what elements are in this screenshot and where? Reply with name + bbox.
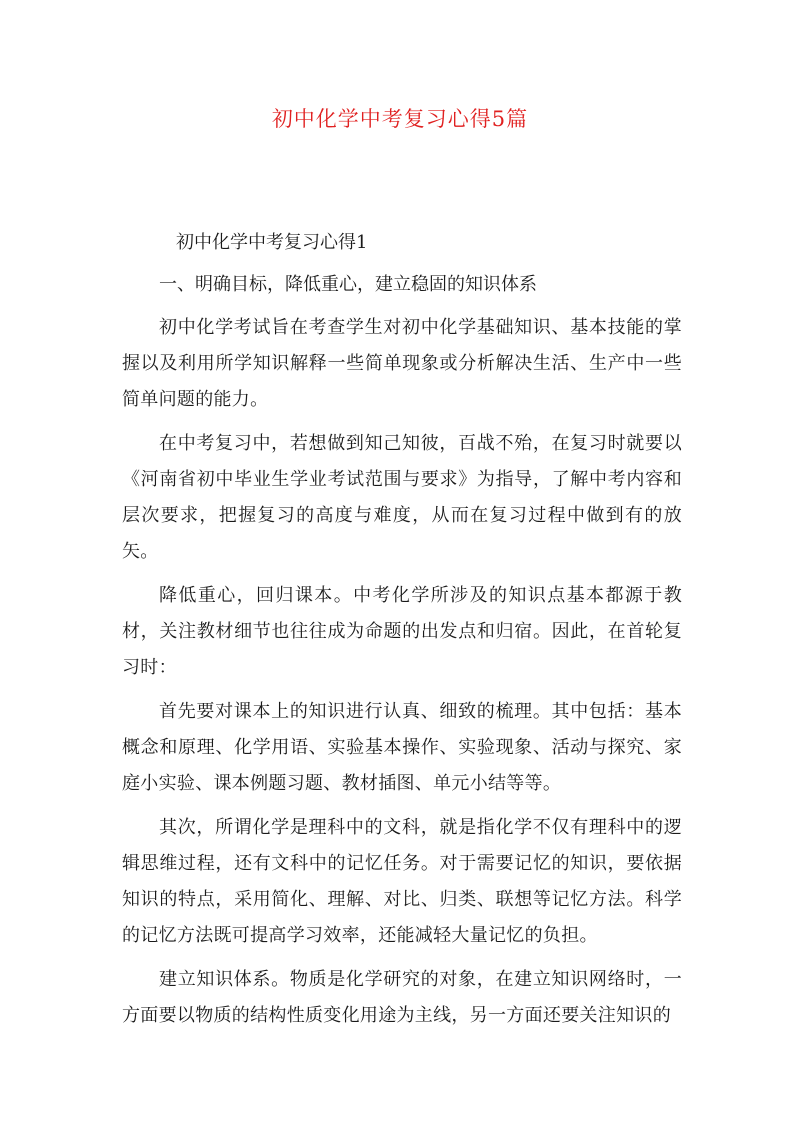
- paragraph: 其次，所谓化学是理科中的文科，就是指化学不仅有理科中的逻辑思维过程，还有文科中的记忆任务。对于需要记忆的知识，要依据知识的特点，采用简化、理解、对比、归类、联想等记忆方法。科学的记忆方法既可提高学习效率，还能减轻大量记忆的负担。: [122, 817, 682, 946]
- paragraph: 在中考复习中，若想做到知己知彼，百战不殆，在复习时就要以《河南省初中毕业生学业考试范围与要求》为指导，了解中考内容和层次要求，把握复习的高度与难度，从而在复习过程中做到有的放矢。: [122, 433, 682, 562]
- document-title: 初中化学中考复习心得5篇: [271, 107, 529, 131]
- paragraph: 降低重心，回归课本。中考化学所涉及的知识点基本都源于教材，关注教材细节也往往成为命题的出发点和归宿。因此，在首轮复习时：: [122, 585, 682, 678]
- paragraph: 初中化学考试旨在考查学生对初中化学基础知识、基本技能的掌握以及利用所学知识解释一些简单现象或分析解决生活、生产中一些简单问题的能力。: [122, 317, 682, 410]
- article-subtitle: 初中化学中考复习心得1: [176, 232, 368, 253]
- paragraph: 建立知识体系。物质是化学研究的对象，在建立知识网络时，一方面要以物质的结构性质变化用途为主线，另一方面还要关注知识的: [122, 969, 682, 1026]
- section-heading: 一、明确目标，降低重心，建立稳固的知识体系: [159, 274, 537, 295]
- document-body: [122, 226, 682, 1042]
- paragraph: 首先要对课本上的知识进行认真、细致的梳理。其中包括：基本概念和原理、化学用语、实验基本操作、实验现象、活动与探究、家庭小实验、课本例题习题、教材插图、单元小结等等。: [122, 701, 682, 794]
